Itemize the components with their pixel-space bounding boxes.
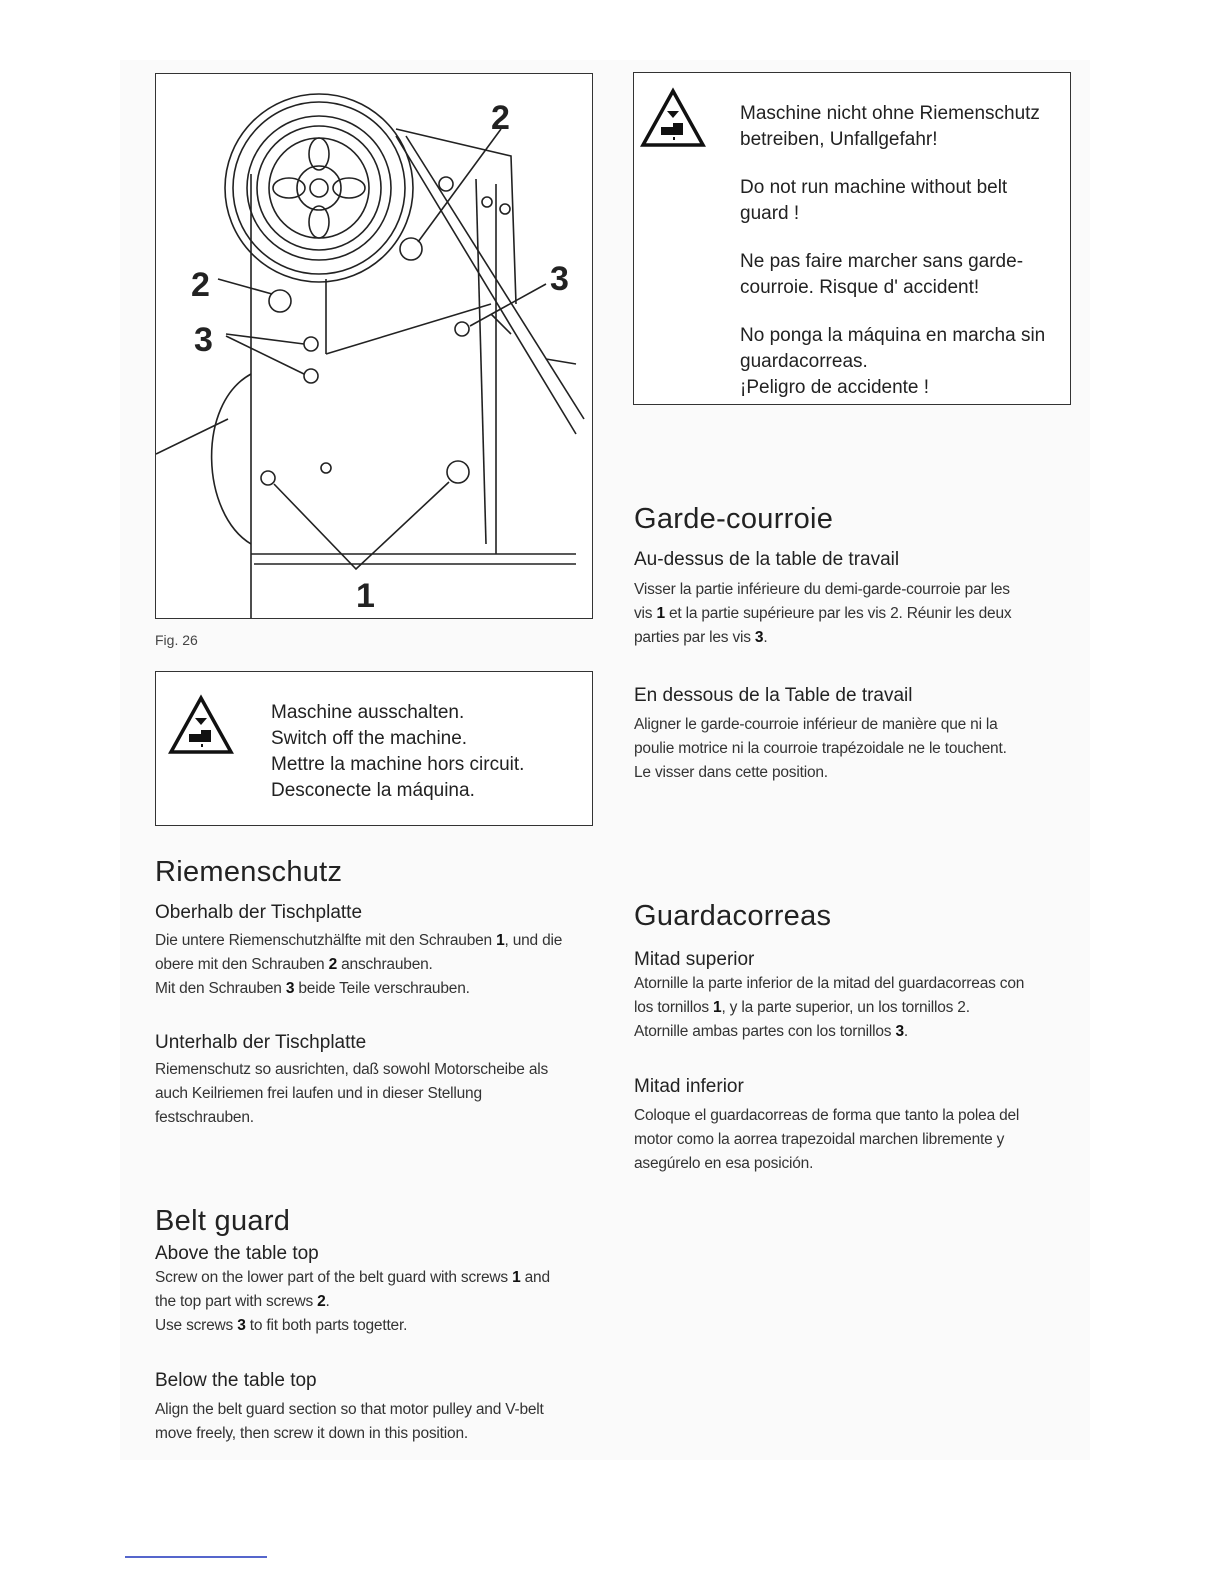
warning-belt-guard-box xyxy=(633,72,1071,405)
callout-label-2-left: 2 xyxy=(191,266,210,304)
warning-text: Do not run machine without belt xyxy=(740,177,1008,198)
paragraph-de-above xyxy=(155,929,595,1001)
section-title-de: Riemenschutz xyxy=(155,856,343,888)
footer-rule xyxy=(125,1556,267,1558)
text-line: Le visser dans cette position. xyxy=(634,764,828,781)
warning-para-en xyxy=(740,175,1065,227)
text-line: obere mit den Schrauben 2 anschrauben. xyxy=(155,956,433,973)
text-line: move freely, then screw it down in this position. xyxy=(155,1425,468,1442)
paragraph-fr-above xyxy=(634,578,1074,650)
warning-text: betreiben, Unfallgefahr! xyxy=(740,129,938,150)
subheading-en-below: Below the table top xyxy=(155,1370,317,1391)
warning-switch-off-box xyxy=(155,671,593,826)
text-line: Atornille ambas partes con los tornillos 3. xyxy=(634,1023,908,1040)
text-line: festschrauben. xyxy=(155,1109,254,1126)
section-title-fr: Garde-courroie xyxy=(634,503,834,535)
callout-label-1: 1 xyxy=(356,577,375,615)
warning-line-es: Desconecte la máquina. xyxy=(271,780,475,801)
text-line: Align the belt guard section so that motor pulley and V-belt xyxy=(155,1401,544,1418)
subheading-es-below: Mitad inferior xyxy=(634,1076,744,1097)
text-line: Riemenschutz so ausrichten, daß sowohl Motorscheibe als xyxy=(155,1061,549,1078)
text-line: the top part with screws 2. xyxy=(155,1293,330,1310)
paragraph-fr-below xyxy=(634,713,1074,785)
subheading-de-below: Unterhalb der Tischplatte xyxy=(155,1032,367,1053)
text-line: parties par les vis 3. xyxy=(634,629,768,646)
text-line: Screw on the lower part of the belt guard with screws 1 and xyxy=(155,1269,550,1286)
warning-para-de xyxy=(740,101,1065,153)
text-line: Die untere Riemenschutzhälfte mit den Schrauben 1, und die xyxy=(155,932,563,949)
paragraph-es-below xyxy=(634,1104,1074,1176)
warning-para-fr xyxy=(740,249,1065,301)
section-title-es: Guardacorreas xyxy=(634,900,832,932)
figure-caption: Fig. 26 xyxy=(155,632,198,648)
text-line: Atornille la parte inferior de la mitad del guardacorreas con xyxy=(634,975,1025,992)
text-line: Coloque el guardacorreas de forma que tanto la polea del xyxy=(634,1107,1020,1124)
paragraph-en-below xyxy=(155,1398,605,1446)
hand-crush-warning-icon xyxy=(640,87,706,149)
callout-label-2-top: 2 xyxy=(491,99,510,137)
warning-line-en: Switch off the machine. xyxy=(271,728,468,749)
hand-crush-warning-icon xyxy=(168,694,234,756)
warning-text: Ne pas faire marcher sans garde- xyxy=(740,251,1024,272)
text-line: vis 1 et la partie supérieure par les vis 2. Réunir les deux xyxy=(634,605,1012,622)
warning-text: guard ! xyxy=(740,203,800,224)
warning-text: No ponga la máquina en marcha sin xyxy=(740,325,1046,346)
warning-para-es xyxy=(740,323,1065,401)
subheading-de-above: Oberhalb der Tischplatte xyxy=(155,902,363,923)
warning-text: guardacorreas. xyxy=(740,351,868,372)
text-line: Mit den Schrauben 3 beide Teile verschrauben. xyxy=(155,980,470,997)
text-line: los tornillos 1, y la parte superior, un los tornillos 2. xyxy=(634,999,970,1016)
text-line: asegúrelo en esa posición. xyxy=(634,1155,814,1172)
callout-label-3-left: 3 xyxy=(194,321,213,359)
section-title-en: Belt guard xyxy=(155,1205,291,1237)
text-line: poulie motrice ni la courroie trapézoidale ne le touchent. xyxy=(634,740,1007,757)
text-line: auch Keilriemen frei laufen und in dieser Stellung xyxy=(155,1085,482,1102)
warning-line-fr: Mettre la machine hors circuit. xyxy=(271,754,525,775)
subheading-fr-above: Au-dessus de la table de travail xyxy=(634,549,900,570)
warning-text: Maschine nicht ohne Riemenschutz xyxy=(740,103,1040,124)
paragraph-en-above xyxy=(155,1266,595,1338)
subheading-fr-below: En dessous de la Table de travail xyxy=(634,685,913,706)
warning-text: courroie. Risque d' accident! xyxy=(740,277,980,298)
belt-guard-drawing xyxy=(156,74,592,618)
subheading-en-above: Above the table top xyxy=(155,1243,319,1264)
warning-text: ¡Peligro de accidente ! xyxy=(740,377,930,398)
paragraph-de-below xyxy=(155,1058,595,1130)
text-line: motor como la aorrea trapezoidal marchen libremente y xyxy=(634,1131,1005,1148)
subheading-es-above: Mitad superior xyxy=(634,949,755,970)
figure-26-illustration xyxy=(155,73,593,619)
callout-label-3-right: 3 xyxy=(550,260,569,298)
text-line: Visser la partie inférieure du demi-garde-courroie par les xyxy=(634,581,1010,598)
text-line: Aligner le garde-courroie inférieur de manière que ni la xyxy=(634,716,998,733)
paragraph-es-above xyxy=(634,972,1074,1044)
text-line: Use screws 3 to fit both parts togetter. xyxy=(155,1317,408,1334)
warning-line-de: Maschine ausschalten. xyxy=(271,702,465,723)
